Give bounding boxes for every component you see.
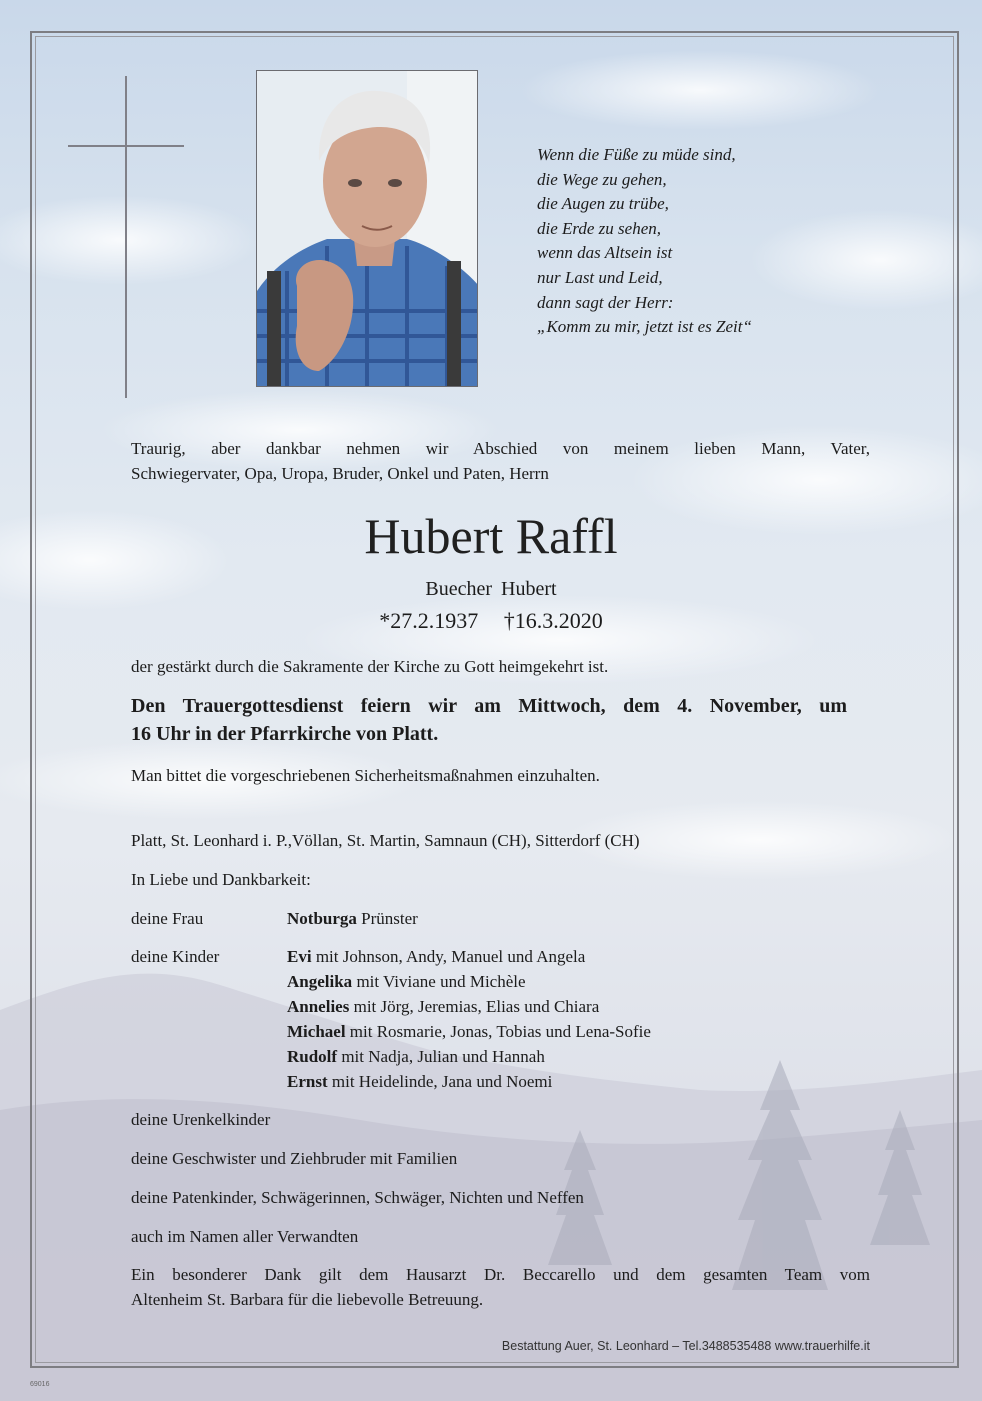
poem-line: Wenn die Füße zu müde sind,	[537, 145, 736, 164]
wife-surname: Prünster	[356, 909, 418, 928]
sacrament-text: der gestärkt durch die Sakramente der Kirche zu Gott heimgekehrt ist.	[131, 657, 609, 676]
child-entry	[287, 1069, 552, 1094]
poem-line: die Augen zu trübe,	[537, 194, 669, 214]
child-name: Rudolf	[287, 1047, 338, 1066]
intro-line-2: Schwiegervater, Opa, Uropa, Bruder, Onkel und Paten, Herrn	[131, 464, 549, 483]
child-family: mit Jörg, Jeremias, Elias und Chiara	[349, 997, 600, 1016]
child-family: mit Viviane und Michèle	[352, 972, 526, 991]
great-grandchildren: deine Urenkelkinder	[131, 1110, 271, 1129]
service-line-2: 16 Uhr in der Pfarrkirche von Platt.	[131, 723, 439, 745]
child-entry	[287, 944, 585, 969]
child-name: Michael	[287, 1022, 346, 1041]
child-entry	[287, 1019, 651, 1044]
funeral-home-footer: Bestattung Auer, St. Leonhard – Tel.3488535488 www.trauerhilfe.it	[501, 1339, 870, 1353]
wife-label: deine Frau	[131, 909, 204, 928]
poem-line: die Erde zu sehen,	[537, 218, 662, 238]
thanks-line-2: Altenheim St. Barbara für die liebevolle Betreuung.	[131, 1290, 484, 1309]
child-name: Annelies	[287, 997, 350, 1016]
poem-line: dann sagt der Herr:	[537, 292, 674, 312]
child-family: mit Johnson, Andy, Manuel und Angela	[311, 947, 586, 966]
godchildren: deine Patenkinder, Schwägerinnen, Schwäger, Nichten und Neffen	[131, 1188, 584, 1207]
service-line-1: Den Trauergottesdienst feiern wir am Mittwoch, dem 4. November, um	[131, 695, 847, 717]
child-entry	[287, 1044, 545, 1069]
places-text: Platt, St. Leonhard i. P.,Völlan, St. Martin, Samnaun (CH), Sitterdorf (CH)	[131, 831, 640, 850]
wife-entry	[287, 906, 418, 931]
child-name: Evi	[287, 947, 312, 966]
child-entry	[287, 969, 526, 994]
print-code: 69016	[30, 1381, 50, 1388]
siblings: deine Geschwister und Ziehbruder mit Familien	[131, 1149, 458, 1168]
child-family: mit Heidelinde, Jana und Noemi	[327, 1072, 553, 1091]
child-name: Ernst	[287, 1072, 328, 1091]
cross-icon-bar	[68, 145, 184, 147]
love-text: In Liebe und Dankbarkeit:	[131, 870, 311, 889]
wife-first-name: Notburga	[287, 909, 357, 928]
poem-line: wenn das Altsein ist	[537, 243, 673, 263]
poem-line: „Komm zu mir, jetzt ist es Zeit“	[537, 317, 752, 337]
life-dates	[0, 608, 982, 634]
children-label: deine Kinder	[131, 947, 220, 966]
deceased-name: Hubert Raffl	[364, 508, 618, 564]
poem-line: nur Last und Leid,	[537, 267, 663, 287]
child-entry	[287, 994, 599, 1019]
child-family: mit Nadja, Julian und Hannah	[337, 1047, 545, 1066]
intro-line-1: Traurig, aber dankbar nehmen wir Abschied von meinem lieben Mann, Vater,	[131, 439, 870, 458]
death-date: †16.3.2020	[503, 608, 603, 633]
cross-icon	[125, 76, 127, 398]
poem-line: die Wege zu gehen,	[537, 169, 667, 189]
thanks-line-1: Ein besonderer Dank gilt dem Hausarzt Dr. Beccarello und dem gesamten Team vom	[131, 1265, 870, 1284]
child-family: mit Rosmarie, Jonas, Tobias und Lena-Sofie	[345, 1022, 651, 1041]
relatives: auch im Namen aller Verwandten	[131, 1227, 359, 1246]
portrait-photo	[256, 70, 478, 387]
birth-date: *27.2.1937	[379, 608, 479, 633]
deceased-alias: Buecher Hubert	[425, 578, 557, 600]
safety-text: Man bittet die vorgeschriebenen Sicherheitsmaßnahmen einzuhalten.	[131, 766, 600, 785]
child-name: Angelika	[287, 972, 353, 991]
poem	[537, 143, 867, 340]
